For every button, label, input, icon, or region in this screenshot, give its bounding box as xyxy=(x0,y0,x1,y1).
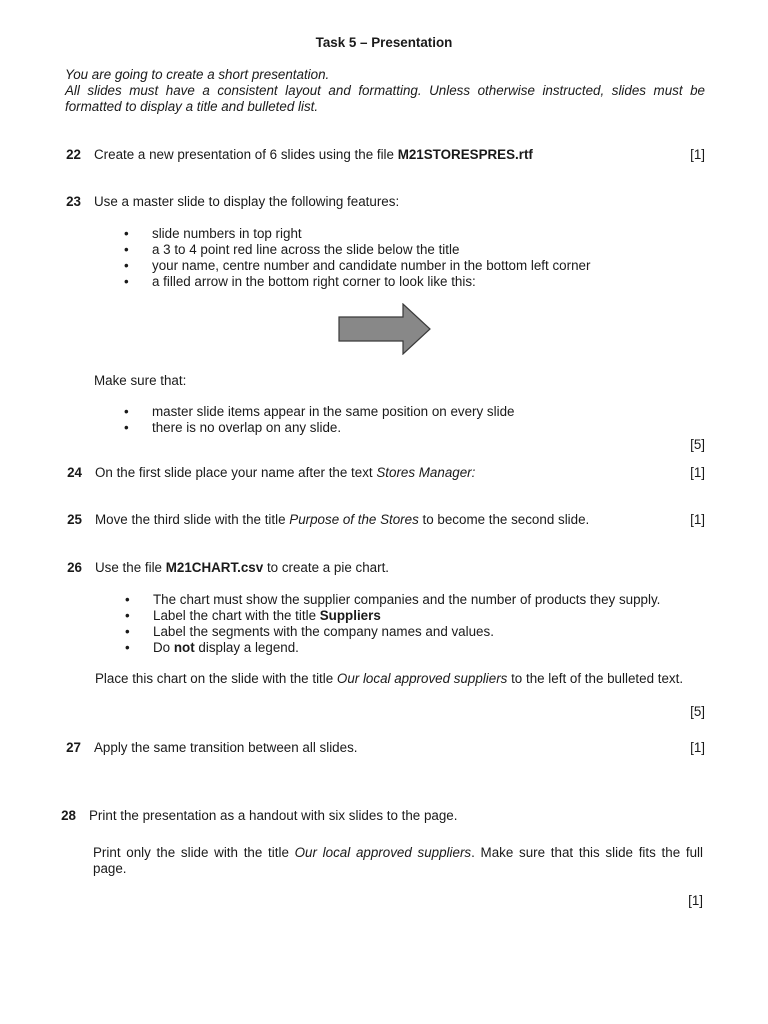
question-28-text: Print the presentation as a handout with six slides to the page. xyxy=(89,808,458,823)
question-26-placement xyxy=(95,671,705,687)
bullet-text: The chart must show the supplier companies and the number of products they supply. xyxy=(153,592,661,607)
mark-26: [5] xyxy=(690,704,705,719)
question-25-prefix: Move the third slide with the title xyxy=(95,512,290,527)
question-25-suffix: to become the second slide. xyxy=(418,512,590,527)
placement-suffix: to the left of the bulleted text. xyxy=(507,671,684,686)
file-name-chart: M21CHART.csv xyxy=(165,560,264,575)
question-22-text xyxy=(94,147,533,163)
question-27-text: Apply the same transition between all slides. xyxy=(94,740,358,755)
bullet: • xyxy=(124,420,129,435)
file-name-storespres: M21STORESPRES.rtf xyxy=(397,147,533,162)
question-26-prefix: Use the file xyxy=(95,560,166,575)
bullet-text: your name, centre number and candidate number in the bottom left corner xyxy=(152,258,591,273)
slide-title-suppliers: Our local approved suppliers xyxy=(336,671,508,686)
question-24-prefix: On the first slide place your name after the text xyxy=(95,465,377,480)
question-28-print-instruction xyxy=(93,845,703,877)
list-item xyxy=(124,258,724,274)
list-item xyxy=(124,226,724,242)
question-26-suffix: to create a pie chart. xyxy=(263,560,390,575)
question-25-text xyxy=(95,512,589,528)
print-prefix: Print only the slide with the title xyxy=(93,845,295,860)
bullet: • xyxy=(125,608,130,623)
question-number-25: 25 xyxy=(67,512,82,527)
intro-line-1: You are going to create a short presentation. xyxy=(65,67,330,82)
right-arrow-icon xyxy=(338,303,432,355)
list-item xyxy=(125,592,725,608)
chart-title-suppliers: Suppliers xyxy=(319,608,381,623)
question-number-26: 26 xyxy=(67,560,82,575)
question-number-28: 28 xyxy=(61,808,76,823)
bullet: • xyxy=(124,274,129,289)
mark-23: [5] xyxy=(690,437,705,452)
question-22-prefix: Create a new presentation of 6 slides using the file xyxy=(94,147,398,162)
list-item xyxy=(124,274,724,290)
bullet: • xyxy=(125,624,130,639)
question-26-text xyxy=(95,560,389,576)
list-item xyxy=(125,608,725,624)
list-item xyxy=(124,420,724,436)
slide-title-suppliers: Our local approved suppliers xyxy=(294,845,472,860)
question-24-text xyxy=(95,465,475,481)
bullet-text: master slide items appear in the same position on every slide xyxy=(152,404,515,419)
bullet-text-prefix: Do xyxy=(153,640,174,655)
list-item xyxy=(124,242,724,258)
mark-28: [1] xyxy=(688,893,703,908)
bullet-text-prefix: Label the chart with the title xyxy=(153,608,320,623)
bullet: • xyxy=(124,242,129,257)
mark-27: [1] xyxy=(690,740,705,755)
bullet-text xyxy=(153,640,299,656)
bullet: • xyxy=(125,640,130,655)
print-suffix: . Make sure that this slide fits the full page. xyxy=(93,845,704,876)
list-item xyxy=(125,624,725,640)
stores-manager-text: Stores Manager: xyxy=(376,465,476,480)
mark-22: [1] xyxy=(690,147,705,162)
bullet-text: a filled arrow in the bottom right corner to look like this: xyxy=(152,274,476,289)
slide-title-purpose: Purpose of the Stores xyxy=(289,512,419,527)
question-number-27: 27 xyxy=(66,740,81,755)
bullet-text-suffix: display a legend. xyxy=(194,640,299,655)
bullet-text: slide numbers in top right xyxy=(152,226,302,241)
bullet-text: there is no overlap on any slide. xyxy=(152,420,342,435)
task-title: Task 5 – Presentation xyxy=(315,35,453,50)
question-23-text: Use a master slide to display the following features: xyxy=(94,194,400,209)
bullet: • xyxy=(124,404,129,419)
bullet: • xyxy=(124,258,129,273)
question-number-24: 24 xyxy=(67,465,82,480)
mark-25: [1] xyxy=(690,512,705,527)
question-number-22: 22 xyxy=(66,147,81,162)
question-number-23: 23 xyxy=(66,194,81,209)
bullet-text: a 3 to 4 point red line across the slide below the title xyxy=(152,242,460,257)
bullet-text xyxy=(153,608,381,624)
list-item xyxy=(124,404,724,420)
placement-prefix: Place this chart on the slide with the title xyxy=(95,671,337,686)
bullet: • xyxy=(125,592,130,607)
emphasis-not: not xyxy=(173,640,195,655)
bullet: • xyxy=(124,226,129,241)
make-sure-text: Make sure that: xyxy=(94,373,187,388)
mark-24: [1] xyxy=(690,465,705,480)
intro-line-2: All slides must have a consistent layout and formatting. Unless otherwise instructed, slides must be formatted to display a title and bulleted list. xyxy=(65,83,705,114)
bullet-text: Label the segments with the company names and values. xyxy=(153,624,494,639)
intro-text xyxy=(65,67,705,115)
list-item xyxy=(125,640,725,656)
